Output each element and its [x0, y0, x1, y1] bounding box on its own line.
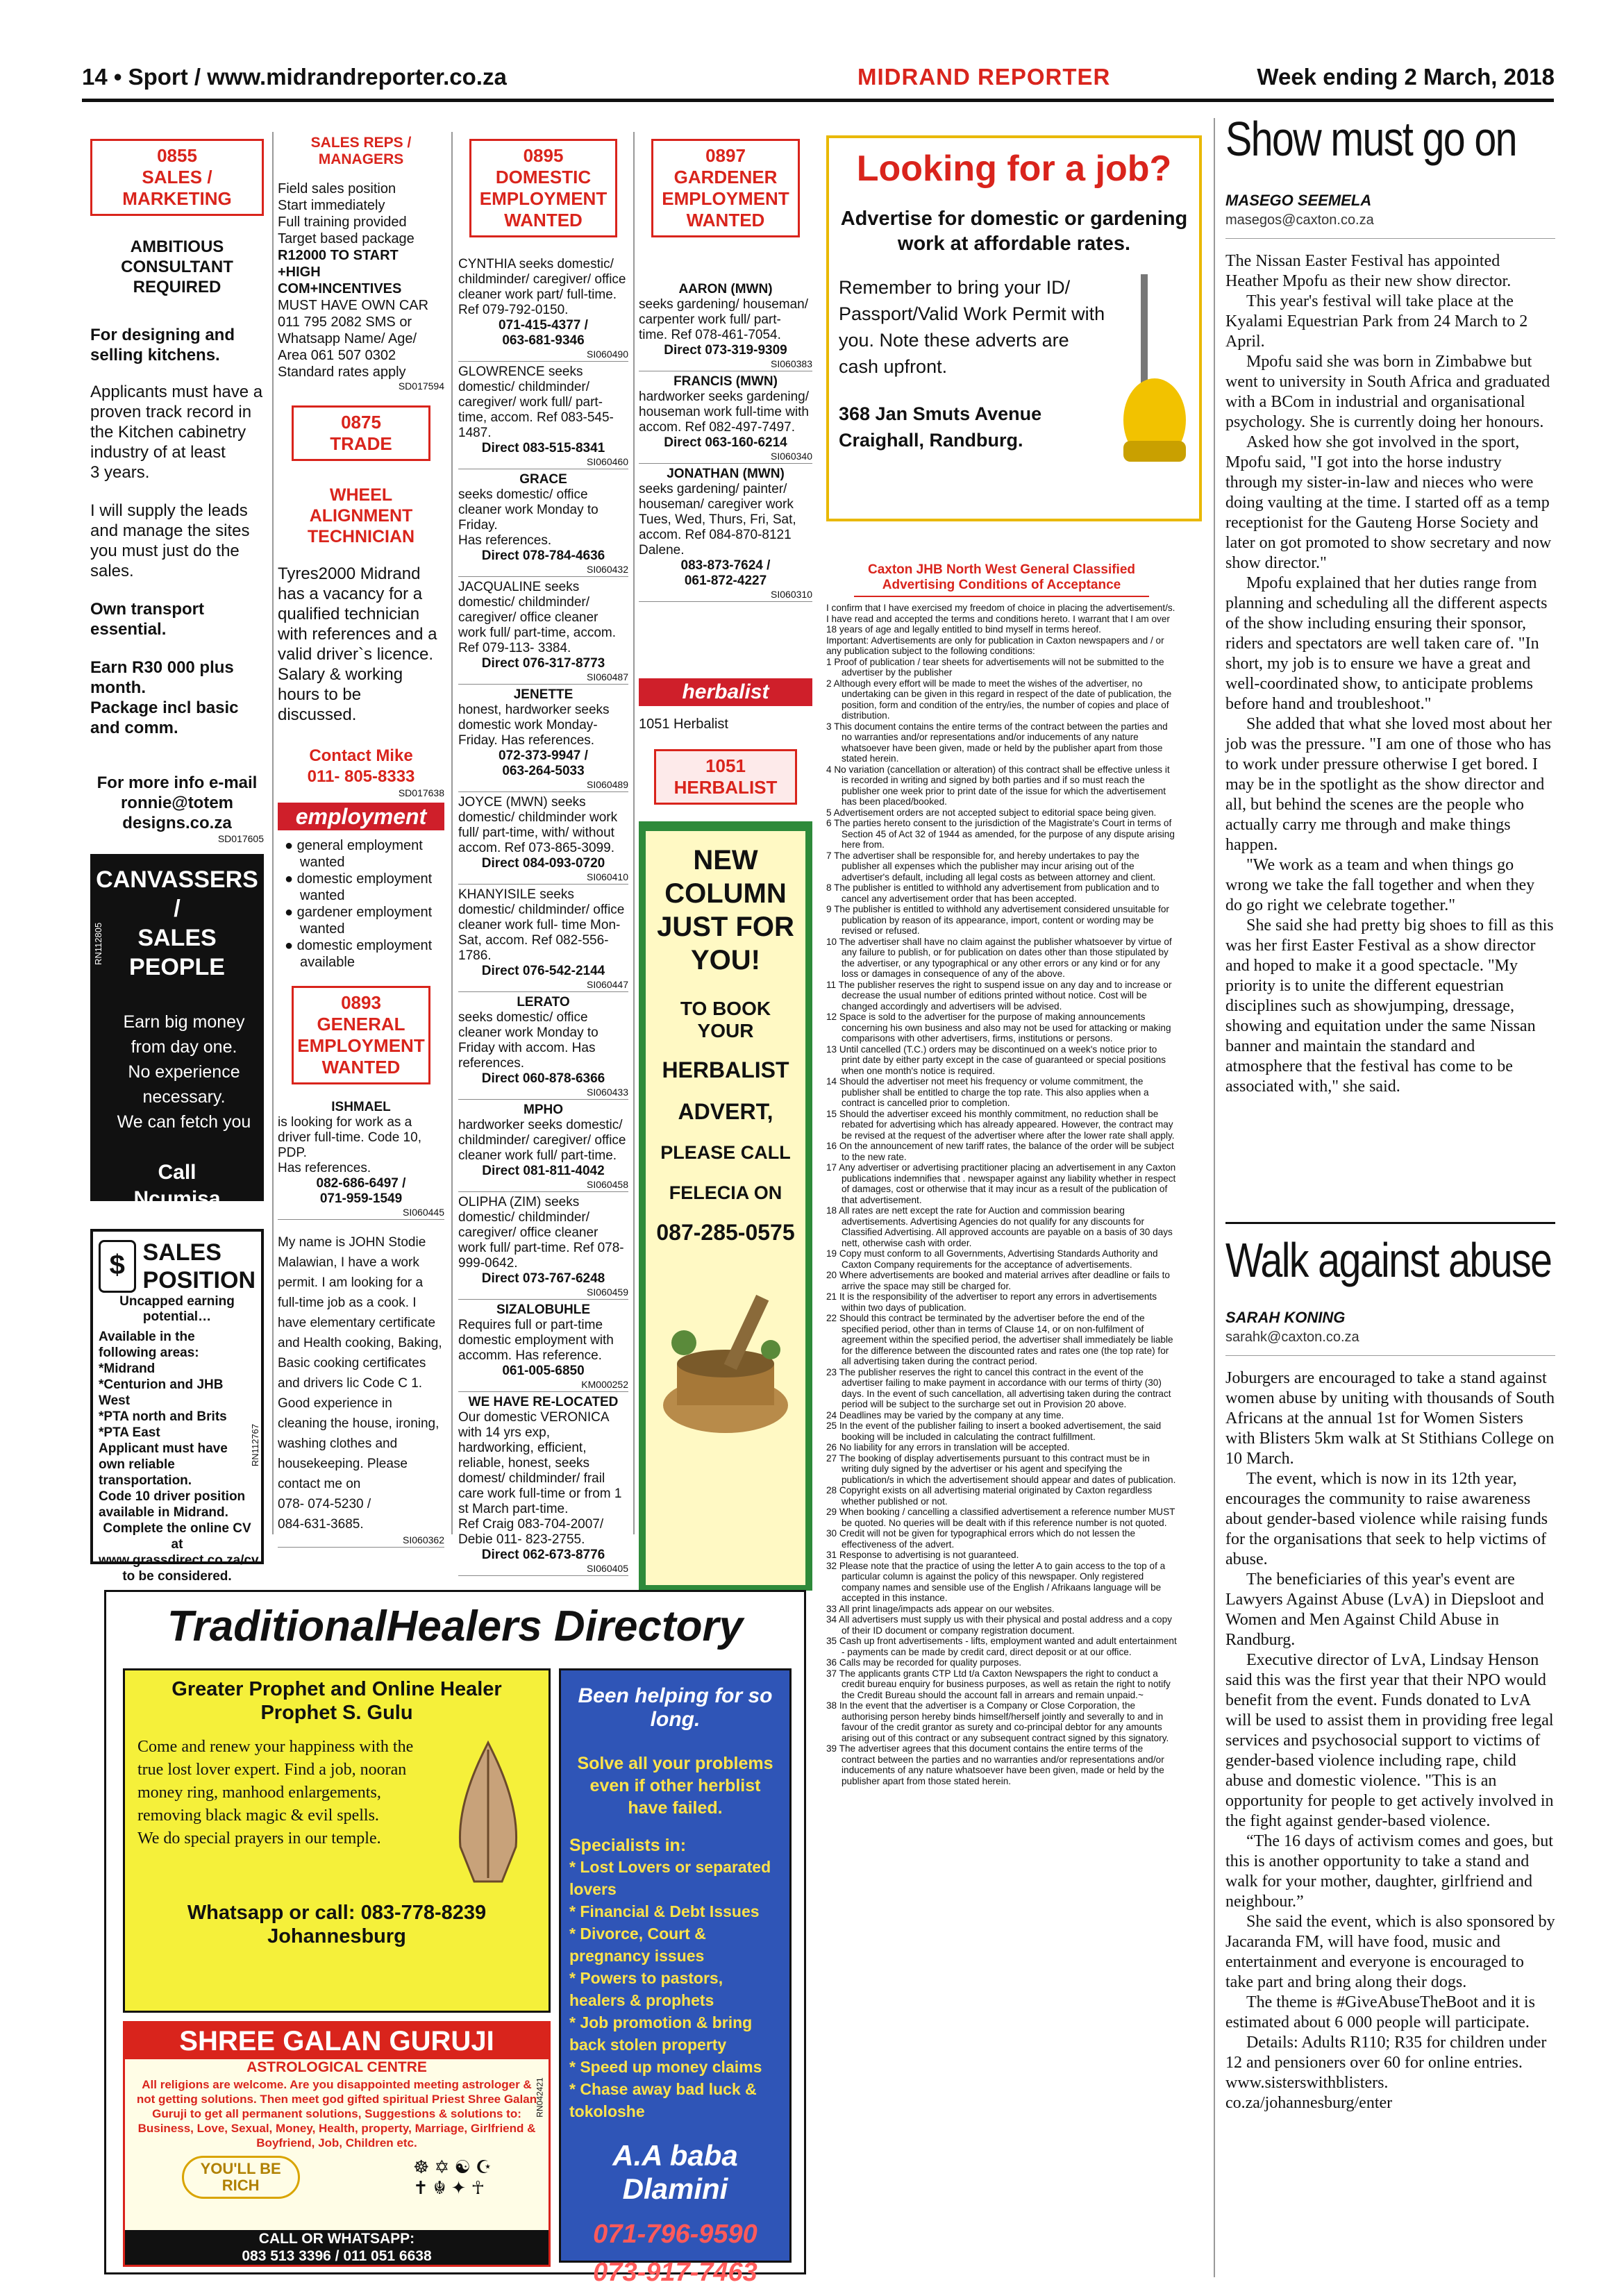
canvassers-body: Earn big money from day one. No experience necessary. We can fetch you	[117, 1012, 251, 1132]
reps-line: Target based package	[278, 231, 415, 246]
article-body	[1225, 1368, 1555, 2113]
reps-line: MUST HAVE OWN CAR	[278, 298, 429, 313]
sales-position-heading: SALES POSITION	[142, 1239, 256, 1293]
ad-ref: RN112805	[93, 922, 103, 965]
list-item	[278, 1230, 444, 1548]
article-paragraph: Mpofu said she was born in Zimbabwe but went to university in South Africa and graduated with a BCom in industrial and organisational psychology. She is currently doing her honours.	[1225, 353, 1550, 431]
list-item	[458, 1192, 628, 1300]
column-gardener	[639, 125, 812, 1591]
article-paragraph: She said the event, which is also sponsored by Jacaranda FM, will have food, music and entertainment and everyone is encouraged to take part and bring along their dogs.	[1225, 1913, 1555, 1991]
article-paragraph: Details: Adults R110; R35 for children under 12 and pensioners over 60 for online entries. www.sisterswithblisters. co.za/johannesburg/enter	[1225, 2034, 1547, 2112]
terms-item: 19 Copy must conform to all Governments, Advertising Standards Authority and Caxton Company requirements for the acceptance of advertisements.	[826, 1248, 1158, 1270]
ref-number: SI060310	[771, 589, 812, 600]
vacuum-cleaner-icon	[1113, 274, 1189, 469]
reps-line: Field sales position	[278, 181, 396, 196]
terms-intro: I confirm that I have exercised my freedom of choice in placing the advertisement/s. I have read and accepted the terms and conditions hereto. I warrant that I am over 18 years of age and legally entitled to bind myself in terms hereof.	[826, 603, 1175, 635]
felecia-phone: 087-285-0575	[656, 1220, 795, 1245]
new-column-heading: NEW COLUMN JUST FOR YOU!	[657, 845, 794, 975]
column-trade	[278, 125, 444, 1548]
specialty-item: * Powers to pastors, healers & prophets	[569, 1969, 723, 2009]
terms-item: 18 All rates are nett except the rate for Auction and commission bearing advertisements. Advertising Agencies do not qualify for any discounts for Classified Advertising. All approved accounts are payable on a basis of 30 days nett, otherwise cash with order.	[826, 1205, 1173, 1248]
supply-text: I will supply the leads and manage the sites you must just do the sales.	[90, 501, 250, 580]
terms-item: 11 The publisher reserves the right to suspend issue on any day and to increase or decrease the usual number of editions printed without notice. Cost will be changed accordingly and advertisers will be advised.	[826, 979, 1172, 1012]
ambitious-heading: AMBITIOUS CONSULTANT REQUIRED	[121, 237, 233, 296]
article-byline: SARAH KONING	[1225, 1309, 1346, 1326]
ref-number: SI060458	[587, 1179, 628, 1190]
list-item	[458, 1392, 628, 1576]
sales-position-ad	[90, 1229, 264, 1584]
looking-for-job-ad	[826, 135, 1202, 521]
ad-body: GLOWRENCE seeks domestic/ childminder/ caregiver/ work full/ part-time, accom. Ref 083-545-1487.	[458, 364, 614, 440]
terms-list	[826, 657, 1177, 1787]
article-email: masegos@caxton.co.za	[1225, 212, 1374, 228]
terms-item: 16 On the announcement of new tariff rates, the balance of the order will be subject to the new rate.	[826, 1141, 1174, 1162]
article-paragraph: She added that what she loved most about her job was the pressure. "I am one of those who has to work under pressure otherwise I get bored. I may be in the spotlight as the show director and all, but behind the scenes are the people who actually carry me through and make things happen.	[1225, 715, 1552, 854]
baba-dlamini-ad	[559, 1668, 792, 2287]
ref-number: SI060433	[587, 1087, 628, 1098]
reps-line: Standard rates apply	[278, 364, 406, 380]
ad-body: Our domestic VERONICA with 14 yrs exp, hardworking, efficient, reliable, honest, seeks domest/ childminder/ frail care work full-time or from 1 st March part-time. Ref Craig 083-704-2007/ Debie 011- 823-2755.	[458, 1410, 622, 1547]
terms-item: 24 Deadlines may be varied by the company at any time.	[826, 1409, 1064, 1421]
terms-item: 14 Should the advertiser not meet his frequency or volume commitment, the publisher shall be entitled to charge the top rate. This also applies when a contract is cancelled prior to completion.	[826, 1076, 1149, 1108]
baba-dlamini-name: A.A baba Dlamini	[612, 2139, 738, 2205]
prophet-gulu-title: Greater Prophet and Online Healer Prophet S. Gulu	[171, 1678, 502, 1724]
specialty-item: * Financial & Debt Issues	[569, 1902, 760, 1920]
ad-name: JENETTE	[513, 687, 574, 702]
list-item	[458, 469, 628, 577]
sales-position-sub: Uncapped earning potential…	[119, 1294, 235, 1324]
ad-body: is looking for work as a driver full-time. Code 10, PDP. Has references.	[278, 1115, 421, 1175]
terms-item: 22 Should this contract be terminated by the advertiser before the end of the specified period, other than in terms of Clause 14, or on non-fulfilment of agreement within the specified period, the advertiser shall immediately be liable for the difference between the discounted rates and rates one (the top rate) for all advertising taken during the contract period.	[826, 1313, 1173, 1366]
list-item	[458, 792, 628, 885]
earn-text: Earn R30 000 plus month. Package incl basic and comm.	[90, 658, 239, 737]
ad-name: ISHMAEL	[331, 1100, 391, 1114]
employment-item: ● domestic employment available	[285, 937, 444, 971]
article-paragraph: Mpofu explained that her duties range from planning and scheduling all the different aspects of the show including ensuring their sponsor, riders and spectators are well taken care of. "In short, my job is to ensure we have a great and well-coordinated show, to anticipate problems before hand and troubleshoot."	[1225, 574, 1548, 713]
ref-number: SI060340	[771, 451, 812, 462]
reps-line: Start immediately	[278, 198, 385, 213]
list-item	[639, 371, 812, 464]
employment-item: ● general employment wanted	[285, 837, 444, 871]
ad-body: OLIPHA (ZIM) seeks domestic/ childminder/ caregiver/ office cleaner work full/ part-time. Ref 078-999-0642.	[458, 1195, 624, 1271]
terms-item: 13 Until cancelled (T.C.) orders may be discontinued on a week's notice prior to print date by either party except in the case of guaranteed or special positions when one month's notice is required.	[826, 1044, 1166, 1076]
ad-name: JONATHAN (MWN)	[667, 467, 785, 481]
ad-body: hardworker seeks domestic/ childminder/ caregiver/ office cleaner work full/ part-time.	[458, 1118, 626, 1163]
terms-item: 4 No variation (cancellation or alteration) of this contract shall be effective unless it is recorded in writing and signed by both parties and if so must reach the publisher one week prior to print date of the issue for which the advertisement has been placed/booked.	[826, 764, 1170, 807]
ad-phone: Direct 073-319-9309	[664, 343, 787, 358]
article-headline: Show must go on	[1225, 112, 1516, 166]
terms-item: 38 In the event that the advertiser is a Company or Close Corporation, the authorising person hereby binds himself/herself jointly and severally to and in favour of the credit grantor as surety and co-principal debtor for any amounts arising out of this contract or any subsequent contract signed by this signatory.	[826, 1700, 1169, 1743]
ref-number: SI060383	[771, 358, 812, 369]
mortar-pestle-icon	[656, 1266, 795, 1447]
reps-line: 011 795 2082 SMS or	[278, 315, 412, 330]
article-headline: Walk against abuse	[1225, 1233, 1552, 1287]
terms-title: Caxton JHB North West General Classified Advertising Conditions of Acceptance	[867, 562, 1136, 592]
ref-number: SI060405	[587, 1563, 628, 1574]
ref-number: SI060362	[403, 1534, 444, 1545]
sales-reps-ad	[278, 181, 444, 380]
ad-body: JOYCE (MWN) seeks domestic/ childminder work full/ part-time, with/ without accom. Ref 073-865-3099.	[458, 795, 618, 855]
transport-text: Own transport essential.	[90, 600, 205, 639]
terms-item: 29 When booking / cancelling a classified advertisement a reference number MUST be quoted. No queries will be dealt with if this reference number is not quoted.	[826, 1507, 1175, 1528]
baba-dlamini-solve: Solve all your problems even if other herblist have failed.	[577, 1754, 773, 1818]
terms-item: 2 Although every effort will be made to meet the wishes of the advertiser, no undertaking can be given in this regard in respect of the date of publication, the position, form and condition of the entry/ies, the number of copies and place of distribution.	[826, 678, 1172, 721]
shree-galan-sub: ASTROLOGICAL CENTRE	[246, 2059, 427, 2075]
reps-line: Area 061 507 0302	[278, 348, 396, 363]
ad-phone: Direct 078-784-4636	[481, 548, 605, 563]
ad-phone: Direct 083-515-8341	[481, 441, 605, 455]
ad-body: JACQUALINE seeks domestic/ childminder/ caregiver/ office cleaner work full/ part-time, accom. Ref 079-113- 3384.	[458, 580, 616, 655]
article-paragraph: This year's festival will take place at the Kyalami Equestrian Park from 24 March to 2 April.	[1225, 292, 1528, 351]
terms-item: 6 The parties hereto consent to the jurisdiction of the Magistrate's Court in terms of Section 45 of Act 32 of 1944 as amended, for the purpose of any dispute arising here from.	[826, 818, 1175, 850]
terms-item: 8 The publisher is entitled to withhold any advertisement from publication and to cancel any advertisement order that has been accepted.	[826, 882, 1160, 904]
ad-name: MPHO	[524, 1103, 563, 1117]
terms-item: 1 Proof of publication / tear sheets for advertisements will not be submitted to the advertiser by the publisher	[826, 656, 1164, 678]
ref-number: SI060447	[587, 979, 628, 990]
article-paragraph: Joburgers are encouraged to take a stand against women abuse by uniting with thousands of South Africans at the annual 1st for Women Sisters with Blisters 5km walk at St Stithians College on 10 March.	[1225, 1369, 1555, 1468]
prophet-gulu-phone: Whatsapp or call: 083-778-8239 Johannesburg	[187, 1902, 487, 1947]
general-employment-heading: 0893 GENERAL EMPLOYMENT WANTED	[292, 986, 430, 1084]
domestic-employment-heading: 0895 DOMESTIC EMPLOYMENT WANTED	[469, 139, 617, 237]
list-item	[639, 279, 812, 371]
ad-phone: 082-686-6497 / 071-959-1549	[316, 1176, 406, 1206]
ad-name: SIZALOBUHLE	[496, 1302, 591, 1317]
traditional-healers-directory	[104, 1590, 806, 2287]
article-body	[1225, 251, 1555, 1097]
job-ad-address: 368 Jan Smuts Avenue Craighall, Randburg.	[839, 403, 1042, 451]
sales-reps-heading: SALES REPS / MANAGERS	[310, 135, 412, 167]
article-show-must-go-on	[1225, 111, 1555, 1097]
terms-item: 33 All print linage/impacts ads appear on our websites.	[826, 1603, 1055, 1614]
ref-number: SD017605	[217, 833, 264, 844]
ad-ref: RN042421	[535, 2077, 545, 2118]
list-item	[639, 464, 812, 602]
column-sales	[90, 125, 264, 1584]
ad-name: AARON (MWN)	[678, 282, 773, 296]
employment-bar: employment	[278, 803, 444, 830]
ad-phone: 083-873-7624 / 061-872-4227	[680, 558, 771, 588]
article-email: sarahk@caxton.co.za	[1225, 1330, 1359, 1345]
employment-item: ● domestic employment wanted	[285, 871, 444, 904]
ad-body: KHANYISILE seeks domestic/ childminder/ office cleaner work full- time Mon- Sat, accom. Ref 082-556- 1786.	[458, 887, 625, 963]
ad-phone: 061-005-6850	[502, 1364, 585, 1378]
terms-item: 35 Cash up front advertisements - lifts, employment wanted and adult entertainment - payments can be made by credit card, direct deposit or at our office.	[826, 1636, 1177, 1657]
canvassers-call: Call Ncumisa 078 152 3922	[113, 1161, 241, 1237]
list-item	[458, 362, 628, 469]
ref-number: SD017638	[398, 787, 444, 798]
masthead-title: MIDRAND REPORTER	[857, 64, 1111, 90]
ad-phone: Direct 062-673-8776	[481, 1548, 605, 1562]
terms-item: 28 Copyright exists on all advertising material originated by Caxton regardless whether published or not.	[826, 1485, 1153, 1507]
article-byline: MASEGO SEEMELA	[1225, 192, 1372, 209]
terms-item: 5 Advertisement orders are not accepted subject to editorial space being given.	[826, 807, 1157, 818]
terms-item: 26 No liability for any errors in translation will be accepted.	[826, 1442, 1070, 1452]
shree-galan-ad	[123, 2021, 551, 2267]
terms-item: 10 The advertiser shall have no claim against the publisher whatsoever by virtue of any failure to publish, or for publication on dates other than those stipulated by the advertiser, or any typographical or any other errors or any kind or for any loss or damages in consequence of any of the above.	[826, 936, 1172, 979]
please-call: PLEASE CALL FELECIA ON	[660, 1142, 791, 1203]
list-item	[278, 1097, 444, 1220]
reps-line: Full training provided	[278, 215, 407, 230]
terms-item: 7 The advertiser shall be responsible for, and hereby undertakes to pay the publisher all expenses which the publisher may incur arising out of the advertiser's default, including all legal costs as between attorney and client.	[826, 850, 1156, 882]
ad-name: WE HAVE RE-LOCATED	[468, 1395, 619, 1409]
baba-dlamini-list	[569, 1856, 781, 2122]
terms-item: 25 In the event of the publisher failing to insert a booked advertisement, the said booking will be included in calculating the contract fulfillment.	[826, 1421, 1162, 1442]
terms-item: 3 This document contains the entire terms of the contract between the parties and no warranties and/or representations and/or inducements of any nature whatsoever have been given, made or held by the publisher apart from those stated herein.	[826, 721, 1168, 764]
baba-dlamini-phone-2: 073-917-7463	[593, 2258, 757, 2287]
gardener-list	[639, 279, 812, 602]
designing-text: For designing and selling kitchens.	[90, 326, 235, 364]
specialty-item: * Chase away bad luck & tokoloshe	[569, 2080, 757, 2120]
ref-number: SI060445	[403, 1207, 444, 1218]
terms-item: 27 The booking of display advertisements pursuant to this contract must be in writing duly signed by the advertiser or his agent and specifying the publication/s in which the advertisement should appear and dates of publication.	[826, 1452, 1176, 1485]
ad-phone: 071-415-4377 / 063-681-9346	[499, 318, 588, 348]
job-ad-subtitle: Advertise for domestic or gardening work at affordable rates.	[840, 208, 1188, 255]
ad-phone: Direct 076-542-2144	[481, 964, 605, 978]
reps-package: R12000 TO START +HIGH COM+INCENTIVES	[278, 248, 402, 296]
shree-galan-call: CALL OR WHATSAPP: 083 513 3396 / 011 051 6638	[125, 2230, 549, 2265]
article-walk-against-abuse	[1225, 1222, 1555, 2113]
more-info-email: For more info e-mail ronnie@totem designs.co.za	[97, 773, 258, 832]
job-ad-remember: Remember to bring your ID/ Passport/Valid Work Permit with you. Note these adverts are cash upfront.	[839, 277, 1105, 377]
canvassers-ad	[90, 854, 264, 1237]
sales-marketing-heading: 0855 SALES / MARKETING	[90, 139, 264, 216]
prophet-gulu-body: Come and renew your happiness with the true lost lover expert. Find a job, nooran money ring, manhood enlargements, removing black magic & evil spells. We do special prayers in our temple.	[137, 1738, 414, 1847]
job-ad-title: Looking for a job?	[856, 149, 1172, 189]
gardener-employment-heading: 0897 GARDENER EMPLOYMENT WANTED	[651, 139, 800, 237]
ad-body: Requires full or part-time domestic employment with accomm. Has reference.	[458, 1318, 614, 1363]
ref-number: SD017594	[398, 380, 444, 392]
ad-body: CYNTHIA seeks domestic/ childminder/ caregiver/ office cleaner work part/ full-time. Ref 079-792-0150.	[458, 257, 626, 317]
ref-number: SI060490	[587, 349, 628, 360]
baba-dlamini-specialists: Specialists in:	[569, 1836, 687, 1855]
herbalist-advert: HERBALIST ADVERT,	[662, 1057, 789, 1124]
ref-number: SI060459	[587, 1287, 628, 1298]
sales-position-body: Available in the following areas: *Midrand *Centurion and JHB West *PTA north and Brits *PTA East Applicant must have own reliable transportation. Code 10 driver position available in Midrand.	[99, 1330, 246, 1520]
wheel-alignment-heading: WHEEL ALIGNMENT TECHNICIAN	[307, 485, 415, 546]
ref-number: SI060460	[587, 456, 628, 467]
ad-phone: Direct 063-160-6214	[664, 435, 787, 450]
article-paragraph: “The 16 days of activism comes and goes, but this is another opportunity to take a stand and walk for your mother, daughter, girlfriend and neighbour.”	[1225, 1832, 1553, 1911]
directory-title: TraditionalHealers Directory	[167, 1602, 744, 1650]
specialty-item: * Divorce, Court & pregnancy issues	[569, 1925, 706, 1965]
list-item	[458, 577, 628, 685]
ad-phone: Direct 081-811-4042	[482, 1164, 605, 1178]
list-item	[458, 254, 628, 362]
employment-item: ● gardener employment wanted	[285, 904, 444, 937]
terms-item: 37 The applicants grants CTP Ltd t/a Caxton Newspapers the right to conduct a credit bureau enquiry for business purposes, as well as retain the right to notify the Credit Bureau should the account fall in arrears and remain unpaid.~	[826, 1668, 1171, 1700]
article-paragraph: The event, which is now in its 12th year, encourages the community to raise awareness about gender-based violence while raising funds for the organisations that seek to help victims of abuse.	[1225, 1470, 1548, 1568]
terms-item: 9 The publisher is entitled to withhold any advertisement considered unsuitable for publication by reason of its appearance, import, content or wording may be revised or refused.	[826, 904, 1169, 936]
ad-body: My name is JOHN Stodie Malawian, I have a work permit. I am looking for a full-time job as a cook. I have elementary certificate and Health cooking, Baking, Basic cooking certificates and drivers lic Code C 1. Good experience in cleaning the house, ironing, washing clothes and housekeeping. Please contact me on 078- 074-5230 / 084-631-3685.	[278, 1235, 442, 1532]
article-paragraph: Executive director of LvA, Lindsay Henson said this was the first year that their NPO would benefit from the event. Funds donated to LvA will be used to assist them in providing free legal services and psychosocial support to victims of gender-based violence including rape, child abuse and domestic violence. "This is an opportunity for people to get actively involved in the fight against gender-based violence.	[1225, 1651, 1554, 1830]
article-paragraph: The theme is #GiveAbuseTheBoot and it is estimated about 6 000 people will participate.	[1225, 1993, 1535, 2031]
praying-hands-icon	[436, 1736, 540, 1888]
ad-name: LERATO	[517, 995, 570, 1009]
trade-heading: 0875 TRADE	[292, 405, 430, 461]
list-item	[458, 1100, 628, 1192]
terms-item: 20 Where advertisements are booked and material arrives after deadline or fails to arrive the space may still be charged for.	[826, 1270, 1170, 1291]
article-paragraph: Asked how she got involved in the sport, Mpofu said, "I got into the horse industry through my sister-in-law and nieces who were doing vaulting at the time. I started off as a temp receptionist for the Gauteng Horse Society and later on got promoted to show secretary and now show director."	[1225, 433, 1552, 572]
ad-body: seeks domestic/ office cleaner work Monday to Friday with accom. Has references.	[458, 1010, 598, 1071]
terms-item: 34 All advertisers must supply us with their physical and postal address and a copy of their ID document or company registration document.	[826, 1614, 1172, 1636]
baba-dlamini-heading: Been helping for so long.	[578, 1684, 773, 1731]
ref-number: SI060432	[587, 564, 628, 575]
terms-item: 30 Credit will not be given for typographical errors which do not lessen the effectiveness of the advert.	[826, 1528, 1136, 1550]
ad-phone: 072-373-9947 / 063-264-5033	[499, 748, 588, 778]
terms-item: 21 It is the responsibility of the advertiser to report any errors in advertisements within two days of publication.	[826, 1291, 1157, 1313]
classified-terms	[826, 562, 1177, 1786]
reps-line: Whatsapp Name/ Age/	[278, 331, 417, 346]
canvassers-heading: CANVASSERS / SALES PEOPLE	[96, 866, 258, 980]
terms-item: 17 Any advertiser or advertising practitioner placing an advertisement in any Caxton publications indemnifies that . newspaper against any liability whether in respect of damages, cost or otherwise that it may incur as a result of the publication of that advertisement.	[826, 1162, 1176, 1205]
page-folio: 14 • Sport / www.midrandreporter.co.za	[82, 64, 507, 90]
article-paragraph: The Nissan Easter Festival has appointed Heather Mpofu as their new show director.	[1225, 252, 1512, 290]
specialty-item: * Speed up money claims	[569, 2058, 762, 2076]
ad-body: seeks domestic/ office cleaner work Monday to Friday. Has references.	[458, 487, 598, 548]
herbalist-column-ad	[639, 821, 812, 1591]
specialty-item: * Job promotion & bring back stolen property	[569, 2013, 753, 2054]
ad-ref: RN112767	[249, 1423, 260, 1467]
list-item	[458, 1300, 628, 1392]
money-bag-icon: $	[99, 1240, 136, 1293]
terms-item: 12 Space is sold to the advertiser for the purpose of making announcements concerning his own business and also may not be used for attacking or making comparisons with other advertisers, firms, institutions or persons.	[826, 1012, 1171, 1044]
ad-body: seeks gardening/ painter/ houseman/ caregiver work Tues, Wed, Thurs, Fri, Sat, accom. Ref 084-870-8121 Dalene.	[639, 482, 796, 558]
ad-name: GRACE	[519, 472, 567, 487]
baba-dlamini-phone-1: 071-796-9590	[593, 2220, 757, 2249]
herbalist-item: 1051 Herbalist	[639, 717, 728, 732]
article-paragraph: The beneficiaries of this year's event are Lawyers Against Abuse (LvA) in Diepsloot and Women and Men Against Child Abuse in Randburg.	[1225, 1570, 1544, 1649]
issue-date: Week ending 2 March, 2018	[1257, 64, 1555, 90]
wheel-alignment-body: Tyres2000 Midrand has a vacancy for a qualified technician with references and a valid driver`s licence. Salary & working hours to be discussed.	[278, 564, 437, 724]
ref-number: SI060410	[587, 871, 628, 882]
sales-position-cv: Complete the online CV at www.grassdirect.co.za/cv to be considered.	[99, 1521, 259, 1584]
herbalist-heading: 1051 HERBALIST	[654, 749, 797, 805]
list-item	[458, 992, 628, 1100]
header-rule	[82, 99, 1554, 102]
terms-item: 23 The publisher reserves the right to cancel this contract in the event of the advertiser failing to make payment in accordance with our terms of thirty (30) days. In the event of such cancellation, all advertising taken during the contract period will be subject to the surcharge set out in Provision 20 above.	[826, 1366, 1171, 1409]
ref-number: KM000252	[581, 1379, 628, 1390]
column-domestic	[458, 125, 628, 1576]
applicants-text: Applicants must have a proven track record in the Kitchen cabinetry industry of at least 3 years.	[90, 383, 263, 482]
ad-phone: Direct 073-767-6248	[481, 1271, 605, 1286]
book-herbalist: TO BOOK YOUR	[680, 998, 771, 1041]
shree-galan-body: All religions are welcome. Are you disappointed meeting astrologer & not getting solutions. Then meet god gifted spiritual Priest Shree Galan Guruji to get all permanent solutions, Suggestions & solutions to: Business, Love, Sexual, Money, Health, property, Marriage, Girlfriend & Boyfriend, Job, Children etc.	[136, 2078, 537, 2150]
employment-list	[278, 837, 444, 971]
article-paragraph: She said she had pretty big shoes to fill as this was her first Easter Festival as a show director and hoped to make it a good spectacle. "My priority is to unite the different equestrian disciplines such as showjumping, dressage, showing and equitation under the same Nissan banner and maintain the standard and atmosphere that the festival has come to be associated with," she said.	[1225, 916, 1554, 1096]
ref-number: SI060487	[587, 671, 628, 682]
ad-body: seeks gardening/ houseman/ carpenter work full/ part- time. Ref 078-461-7054.	[639, 297, 808, 342]
terms-item: 39 The advertiser agrees that this document contains the entire terms of the contract between the parties and no warranties and/or representations and/or inducements of any nature whatsoever have been given, made or held by the publisher apart from those stated herein.	[826, 1743, 1164, 1786]
terms-item: 36 Calls may be recorded for quality purposes.	[826, 1657, 1022, 1668]
herbalist-bar: herbalist	[639, 678, 812, 706]
ad-body: hardworker seeks gardening/ houseman work full-time with accom. Ref 082-497-7497.	[639, 389, 810, 435]
article-paragraph: "We work as a team and when things go wrong we take the fall together and when they do go right we celebrate together."	[1225, 856, 1535, 914]
ad-body: honest, hardworker seeks domestic work Monday-Friday. Has references.	[458, 703, 610, 748]
terms-important: Important: Advertisements are only for publication in Caxton newspapers and / or any publication subject to the following conditions:	[826, 635, 1164, 656]
specialty-item: * Lost Lovers or separated lovers	[569, 1858, 771, 1898]
ad-phone: Direct 076-317-8773	[481, 656, 605, 671]
ref-number: SI060489	[587, 779, 628, 790]
rich-badge: YOU'LL BE RICH	[182, 2156, 300, 2199]
terms-item: 15 Should the advertiser exceed his monthly commitment, no reduction shall be rebated for advertising which has already appeared. However, the contract may be revised at the request of the advertiser where after the lower rate shall apply.	[826, 1108, 1175, 1141]
contact-mike: Contact Mike 011- 805-8333	[307, 746, 415, 786]
prophet-gulu-ad	[123, 1668, 551, 2013]
domestic-list	[458, 254, 628, 1576]
ad-name: FRANCIS (MWN)	[673, 374, 778, 389]
list-item	[458, 685, 628, 792]
religious-symbols-icon: ☸ ✡ ☯ ☪ ✝ ☬ ✦ ☥	[412, 2156, 492, 2198]
terms-item: 32 Please note that the practice of using the letter A to gain access to the top of a particular column is against the policy of this newspaper. Only registered company names and sensible use of the English / Afrikaans language will be accepted in this instance.	[826, 1560, 1166, 1603]
list-item	[458, 885, 628, 992]
ad-phone: Direct 084-093-0720	[481, 856, 605, 871]
ad-phone: Direct 060-878-6366	[481, 1071, 605, 1086]
shree-galan-title: SHREE GALAN GURUJI	[125, 2023, 549, 2059]
terms-item: 31 Response to advertising is not guaranteed.	[826, 1550, 1019, 1560]
